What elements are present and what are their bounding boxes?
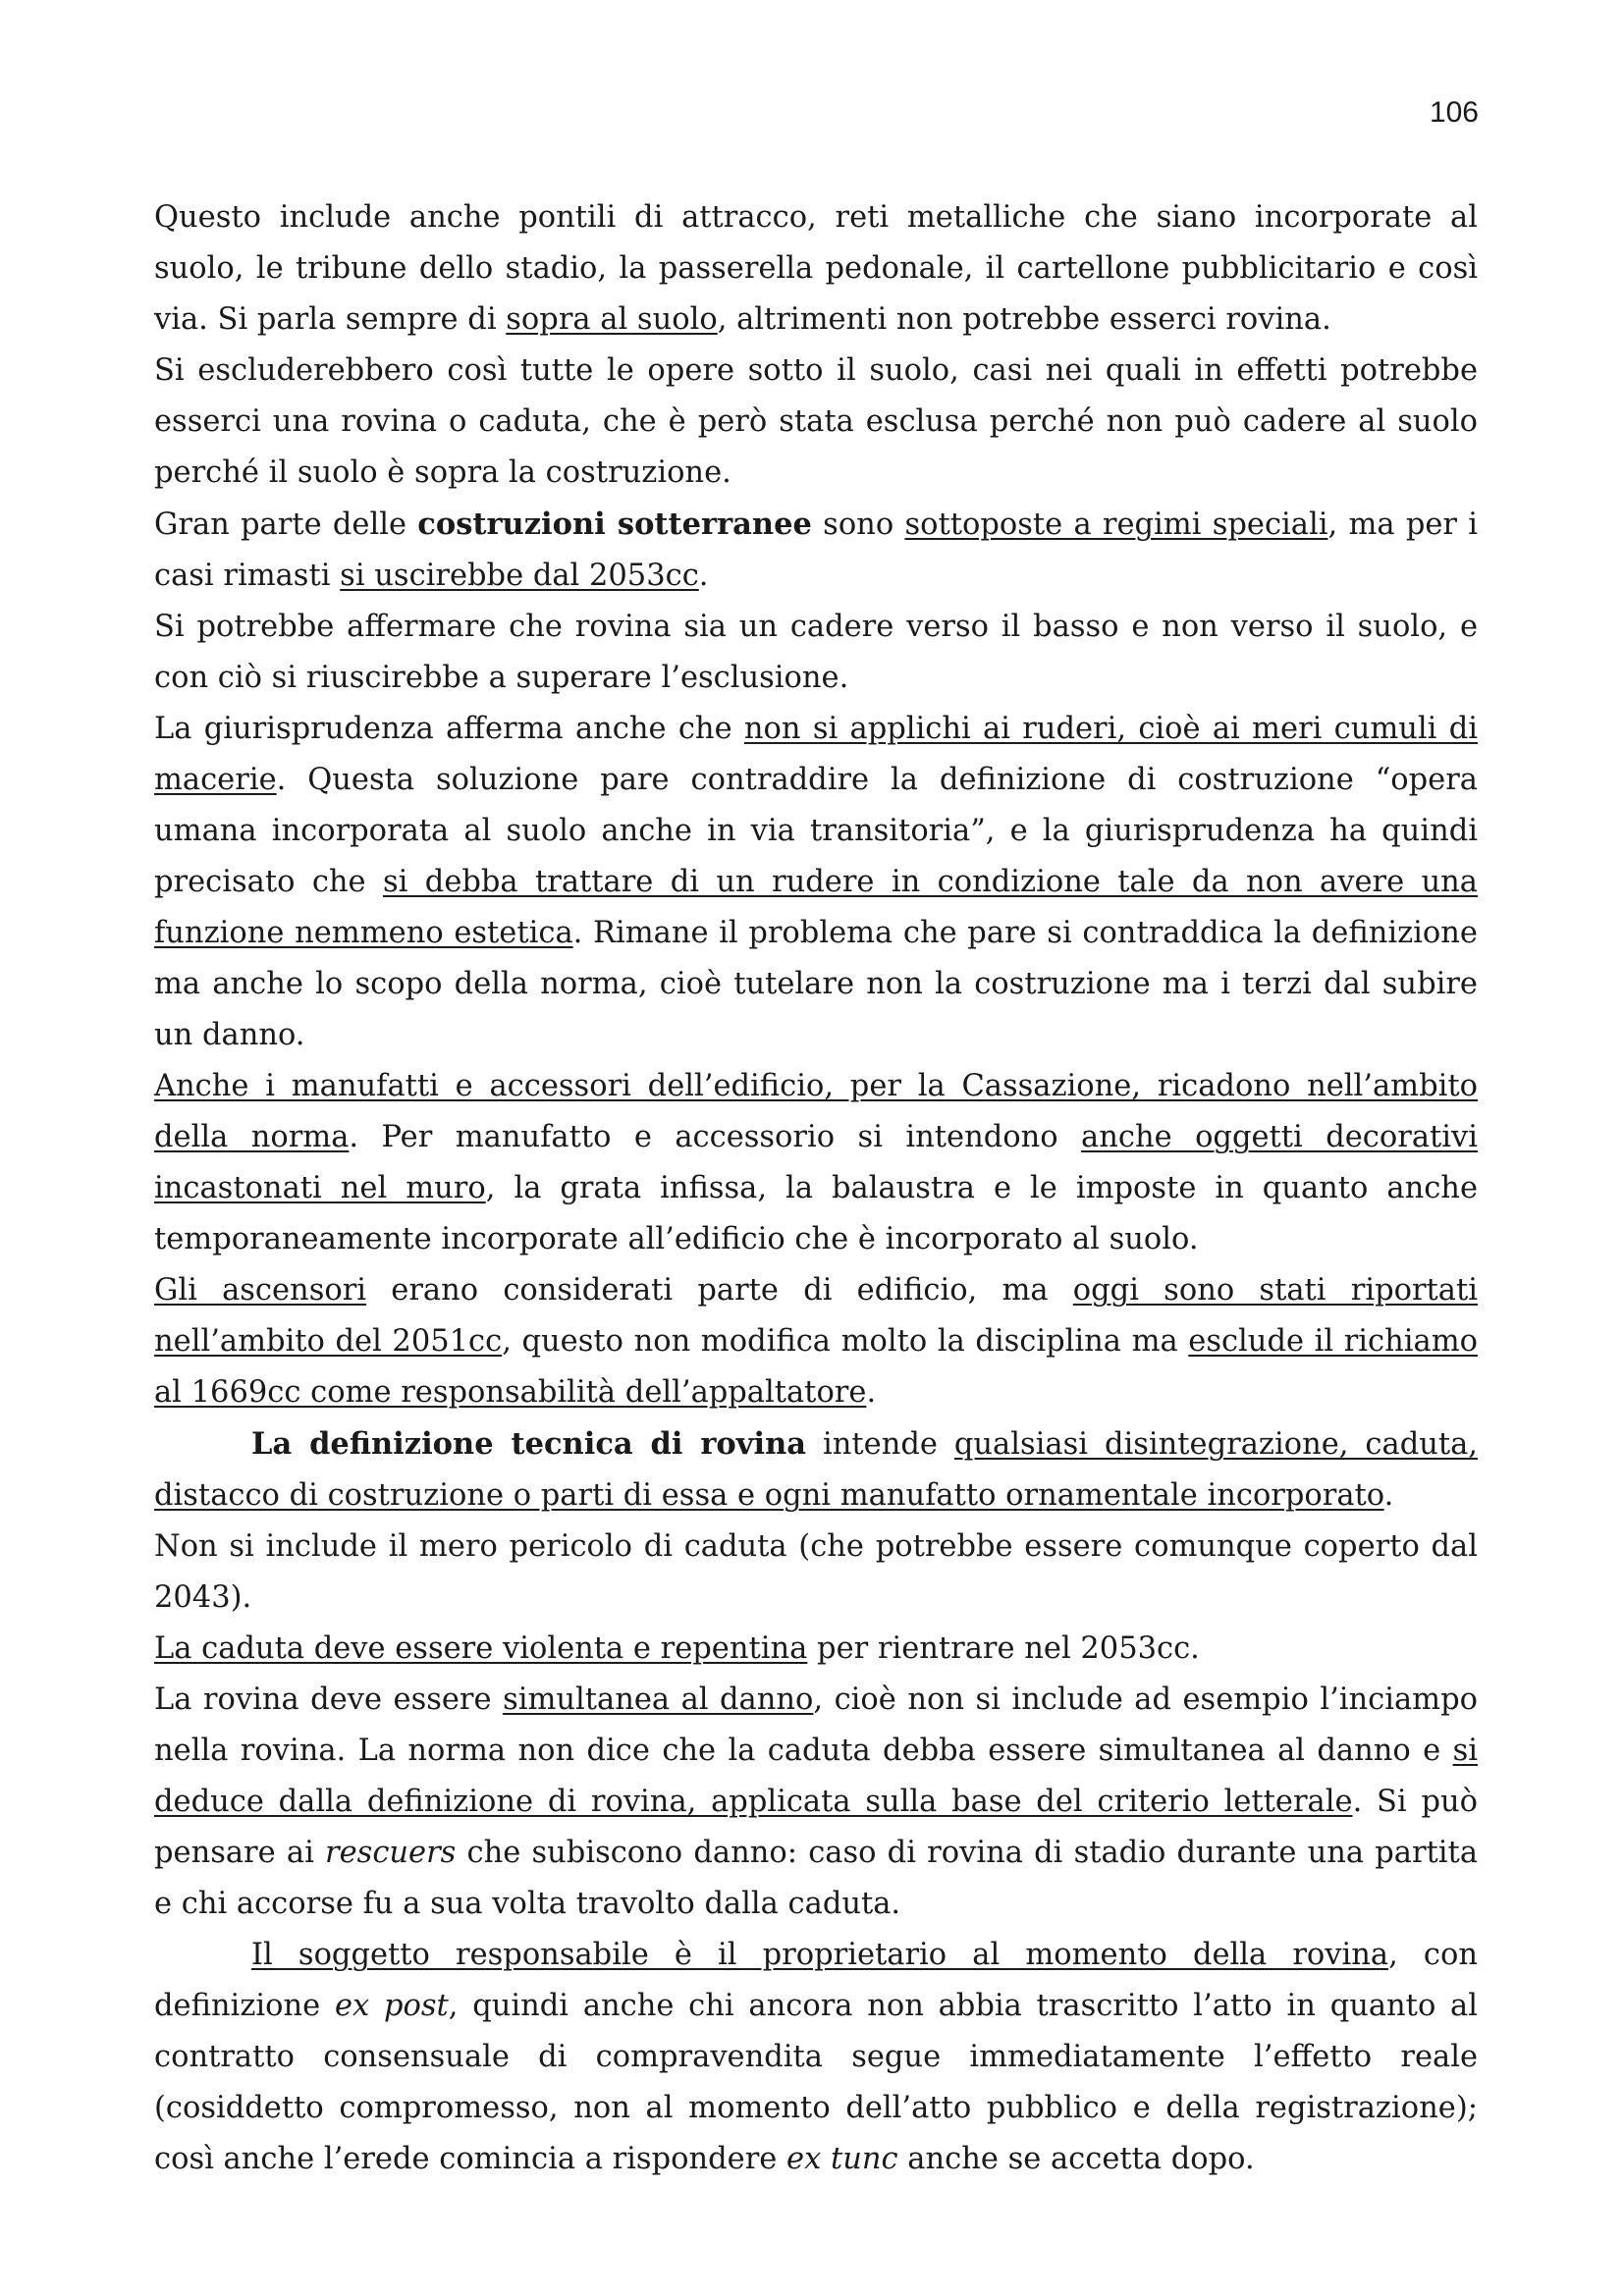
text-run: . <box>698 559 709 593</box>
paragraph <box>154 346 1478 499</box>
underlined-text: sottoposte a regimi speciali <box>904 507 1328 542</box>
underlined-text: sopra al suolo <box>506 302 718 337</box>
underlined-text: oggi sono stati riportati nell’ambito del 2051cc <box>154 1273 1478 1359</box>
underlined-text: non si applichi ai ruderi, cioè ai meri cumuli di macerie <box>154 712 1478 797</box>
text-run: . Si può pensare ai <box>154 1785 1479 1870</box>
text-run: , ma per i casi rimasti <box>154 507 1478 593</box>
text-run: anche se accetta dopo. <box>897 2142 1255 2176</box>
page-number: 106 <box>1429 96 1479 129</box>
paragraph <box>154 1265 1478 1418</box>
text-run: . Questa soluzione pare contraddire la definizione di costruzione “opera umana incorporata al suolo anche in via transitoria”, e la giurisprudenza ha quindi precisato che <box>154 763 1478 899</box>
body-text <box>154 192 1478 2185</box>
underlined-text: si deduce dalla definizione di rovina, applicata sulla base del criterio letterale <box>154 1734 1478 1819</box>
paragraph <box>154 192 1478 346</box>
bold-text: costruzioni sotterranee <box>417 507 812 542</box>
paragraph <box>154 1061 1478 1265</box>
underlined-text: esclude il richiamo al 1669cc come responsabilità dell’appaltatore <box>154 1324 1478 1410</box>
italic-text: ex post <box>334 1989 449 2023</box>
paragraph <box>154 704 1478 1061</box>
paragraph <box>154 1930 1478 2185</box>
paragraph <box>154 1418 1478 1522</box>
text-run: La rovina deve essere <box>154 1682 504 1717</box>
text-run: . Rimane il problema che pare si contraddica la definizione ma anche lo scopo della norma, cioè tutelare non la costruzione ma i terzi dal subire un danno. <box>154 916 1478 1052</box>
underlined-text: La caduta deve essere violenta e repentina <box>154 1631 808 1666</box>
italic-text: ex tunc <box>786 2142 898 2176</box>
underlined-text: anche oggetti decorativi incastonati nel muro <box>154 1120 1479 1205</box>
underlined-text: si debba trattare di un rudere in condizione tale da non avere una funzione nemmeno estetica <box>154 865 1478 950</box>
bold-text: La definizione tecnica di rovina <box>251 1426 807 1462</box>
text-run: La giurisprudenza afferma anche che <box>154 712 744 746</box>
paragraph <box>154 1522 1478 1624</box>
underlined-text: simultanea al danno <box>503 1682 814 1717</box>
underlined-text: Anche i manufatti e accessori dell’edificio, per la Cassazione, ricadono nell’ambito della norma <box>154 1069 1478 1154</box>
text-run: che subiscono danno: caso di rovina di stadio durante una partita e chi accorse fu a sua volta travolto dalla caduta. <box>154 1836 1479 1921</box>
text-run: sono <box>811 507 905 542</box>
text-run: . Per manufatto e accessorio si intendono <box>349 1120 1082 1154</box>
text-run: , altrimenti non potrebbe esserci rovina. <box>717 302 1331 337</box>
text-run: erano considerati parte di edificio, ma <box>366 1273 1073 1308</box>
paragraph <box>154 1675 1478 1930</box>
text-run: . <box>866 1375 877 1410</box>
text-run: , cioè non si include ad esempio l’inciampo nella rovina. La norma non dice che la caduta debba essere simultanea al danno e <box>154 1682 1478 1768</box>
text-run: , la grata infissa, la balaustra e le imposte in quanto anche temporaneamente incorporate all’edificio che è incorporato al suolo. <box>154 1171 1478 1256</box>
text-run: Si escluderebbero così tutte le opere sotto il suolo, casi nei quali in effetti potrebbe esserci una rovina o caduta, che è però stata esclusa perché non può cadere al suolo perché il suolo è sopra la costruzione. <box>154 353 1478 490</box>
paragraph <box>154 499 1478 602</box>
text-run: , questo non modifica molto la disciplina ma <box>502 1324 1189 1359</box>
text-run: Non si include il mero pericolo di caduta (che potrebbe essere comunque coperto dal 2043). <box>154 1529 1478 1615</box>
paragraph <box>154 1624 1478 1675</box>
underlined-text: qualsiasi disintegrazione, caduta, distacco di costruzione o parti di essa e ogni manufatto ornamentale incorporato <box>154 1427 1479 1513</box>
italic-text: rescuers <box>325 1836 457 1870</box>
text-run: per rientrare nel 2053cc. <box>807 1631 1200 1666</box>
text-run: Questo include anche pontili di attracco, reti metalliche che siano incorporate al suolo, le tribune dello stadio, la passerella pedonale, il cartellone pubblicitario e così via. Si parla sempre di <box>154 200 1478 337</box>
text-run: , con definizione <box>154 1938 1479 2023</box>
text-run: , quindi anche chi ancora non abbia trascritto l’atto in quanto al contratto consensuale di compravendita segue immediatamente l’effetto reale (cosiddetto compromesso, non al momento dell’atto pubblico e della registrazione); così anche l’erede comincia a rispondere <box>154 1989 1478 2176</box>
text-run: Gran parte delle <box>154 507 418 542</box>
underlined-text: Il soggetto responsabile è il proprietario al momento della rovina <box>251 1938 1389 1972</box>
underlined-text: si uscirebbe dal 2053cc <box>340 559 699 593</box>
text-run: Si potrebbe affermare che rovina sia un cadere verso il basso e non verso il suolo, e con ciò si riuscirebbe a superare l’esclusione. <box>154 610 1478 695</box>
text-run: . <box>1383 1478 1394 1513</box>
paragraph <box>154 602 1478 704</box>
text-run: intende <box>806 1427 954 1462</box>
underlined-text: Gli ascensori <box>154 1273 367 1308</box>
